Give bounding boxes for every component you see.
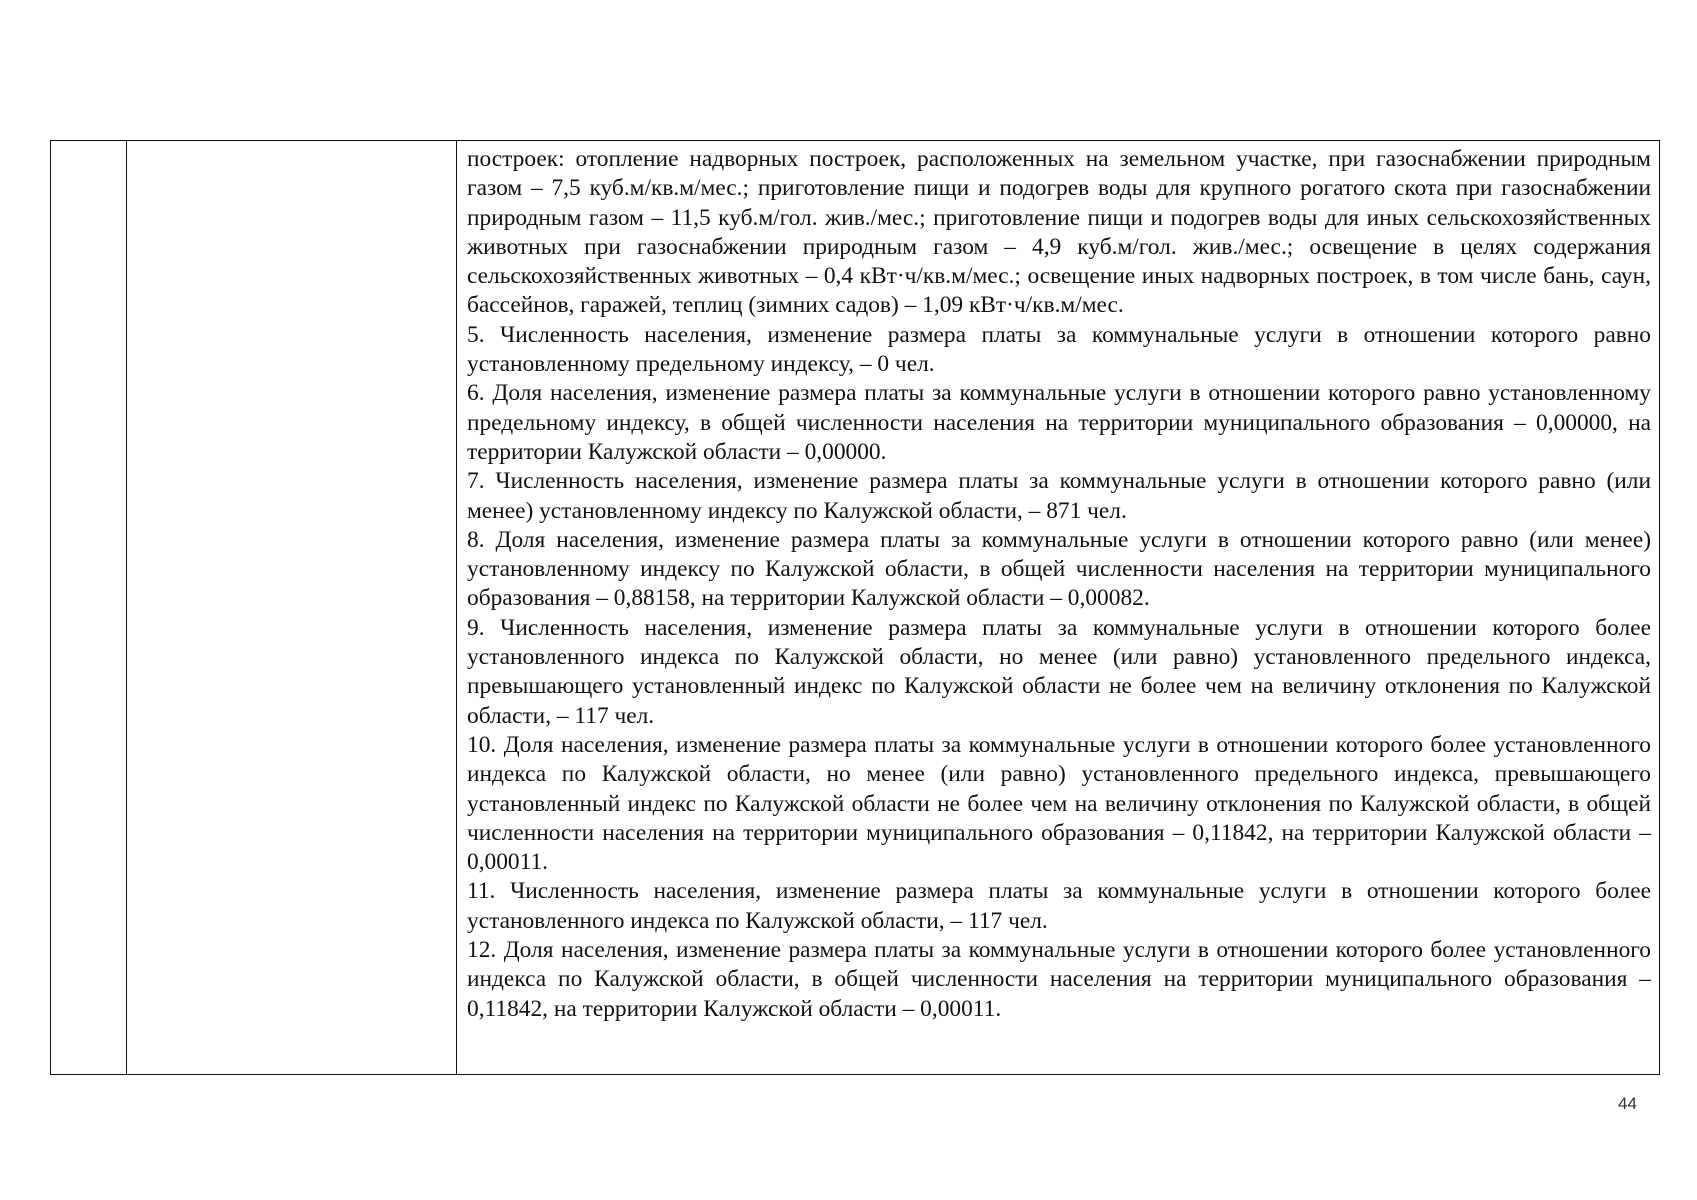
content-paragraph: 11. Численность населения, изменение размера платы за коммунальные услуги в отношении которого более установленного индекса по Калужской области, – 117 чел. [467,878,1651,934]
table-cell-municipality [127,141,457,1074]
content-paragraph: 7. Численность населения, изменение размера платы за коммунальные услуги в отношении которого равно (или менее) установленному индексу по Калужской области, – 871 чел. [467,468,1651,524]
page-number: 44 [1618,1094,1637,1113]
content-paragraph: 10. Доля населения, изменение размера платы за коммунальные услуги в отношении которого более установленного индекса по Калужской области, но менее (или равно) установленного предельного индекса, превышающего установленный индекс по Калужской области не более чем на величину отклонения по Калужской области, в общей численности населения на территории муниципального образования – 0,11842, на территории Калужской области – 0,00011. [467,731,1651,876]
content-paragraph: 6. Доля населения, изменение размера платы за коммунальные услуги в отношении которого равно установленному предельному индексу, в общей численности населения на территории муниципального образования – 0,00000, на территории Калужской области – 0,00000. [467,380,1651,465]
content-paragraph: 5. Численность населения, изменение размера платы за коммунальные услуги в отношении которого равно установленному предельному индексу, – 0 чел. [467,321,1651,378]
content-paragraph: 8. Доля населения, изменение размера платы за коммунальные услуги в отношении которого равно (или менее) установленному индексу по Калужской области, в общей численности населения на территории муниципального образования – 0,88158, на территории Калужской области – 0,00082. [467,526,1651,612]
table-cell-number [51,141,127,1074]
document-table [50,140,1660,1075]
content-paragraph: 12. Доля населения, изменение размера платы за коммунальные услуги в отношении которого более установленного индекса по Калужской области, в общей численности населения на территории муниципального образования – 0,11842, на территории Калужской области – 0,00011. [467,937,1651,1022]
content-paragraph: 9. Численность населения, изменение размера платы за коммунальные услуги в отношении которого более установленного индекса по Калужской области, но менее (или равно) установленного предельного индекса, превышающего установленный индекс по Калужской области не более чем на величину отклонения по Калужской области, – 117 чел. [467,614,1651,729]
content-paragraph: построек: отопление надворных построек, расположенных на земельном участке, при газоснабжении природным газом – 7,5 куб.м/кв.м/мес.; приготовление пищи и подогрев воды для крупного рогатого скота при газоснабжении природным газом – 11,5 куб.м/гол. жив./мес.; приготовление пищи и подогрев воды для иных сельскохозяйственных животных при газоснабжении природным газом – 4,9 куб.м/гол. жив./мес.; освещение в целях содержания сельскохозяйственных животных – 0,4 кВт·ч/кв.м/мес.; освещение иных надворных построек, в том числе бань, саун, бассейнов, гаражей, теплиц (зимних садов) – 1,09 кВт·ч/кв.м/мес. [467,146,1651,319]
table-cell-content [457,141,1659,1074]
